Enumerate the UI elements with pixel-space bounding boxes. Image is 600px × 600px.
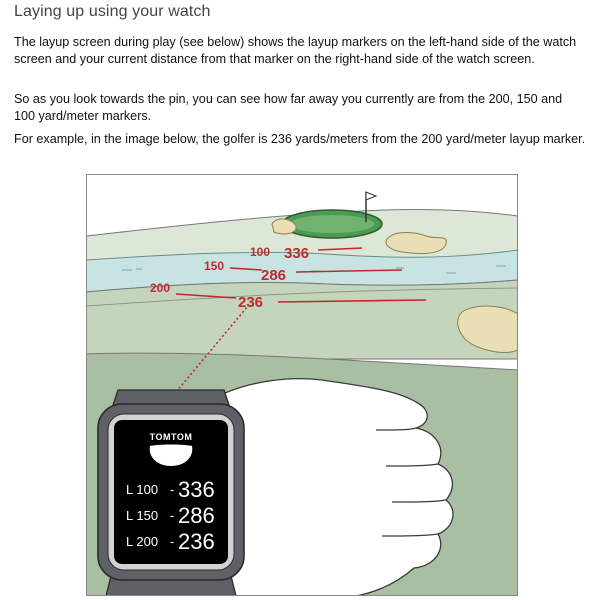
watch-row-3-value: 236: [178, 529, 215, 554]
marker-150-label: 150: [204, 259, 225, 273]
illustration-canvas: [86, 174, 518, 596]
paragraph-example: For example, in the image below, the golfer is 236 yards/meters from the 200 yard/meter layup marker.: [14, 132, 586, 146]
watch-row-1-label: L 100: [126, 482, 159, 497]
watch-rows: [126, 477, 215, 554]
watch-row-1-separator: -: [170, 482, 175, 497]
green-highlight: [290, 215, 374, 233]
watch-brand-logo: TOMTOM: [149, 432, 193, 442]
paragraph-layup-screen: The layup screen during play (see below) shows the layup markers on the left-hand side of the watch screen and your current distance from that marker on the right-hand side of the watch screen.: [14, 35, 577, 66]
marker-200-distance: 236: [238, 294, 264, 311]
watch-row-3-separator: -: [170, 534, 175, 549]
watch-row-1-value: 336: [178, 477, 215, 502]
marker-100-label: 100: [250, 245, 271, 259]
marker-100-distance: 336: [284, 245, 310, 262]
watch-row-2-separator: -: [170, 508, 175, 523]
section-heading: Laying up using your watch: [14, 3, 211, 20]
paragraph-look-towards-pin: So as you look towards the pin, you can see how far away you currently are from the 200, 150 and 100 yard/meter markers.: [14, 92, 563, 123]
watch-row-3-label: L 200: [126, 534, 159, 549]
marker-200-label: 200: [150, 281, 171, 295]
marker-150-distance: 286: [261, 267, 287, 284]
golf-layup-illustration: [86, 174, 518, 596]
golf-watch: [98, 390, 244, 596]
watch-row-2-value: 286: [178, 503, 215, 528]
watch-row-2-label: L 150: [126, 508, 159, 523]
